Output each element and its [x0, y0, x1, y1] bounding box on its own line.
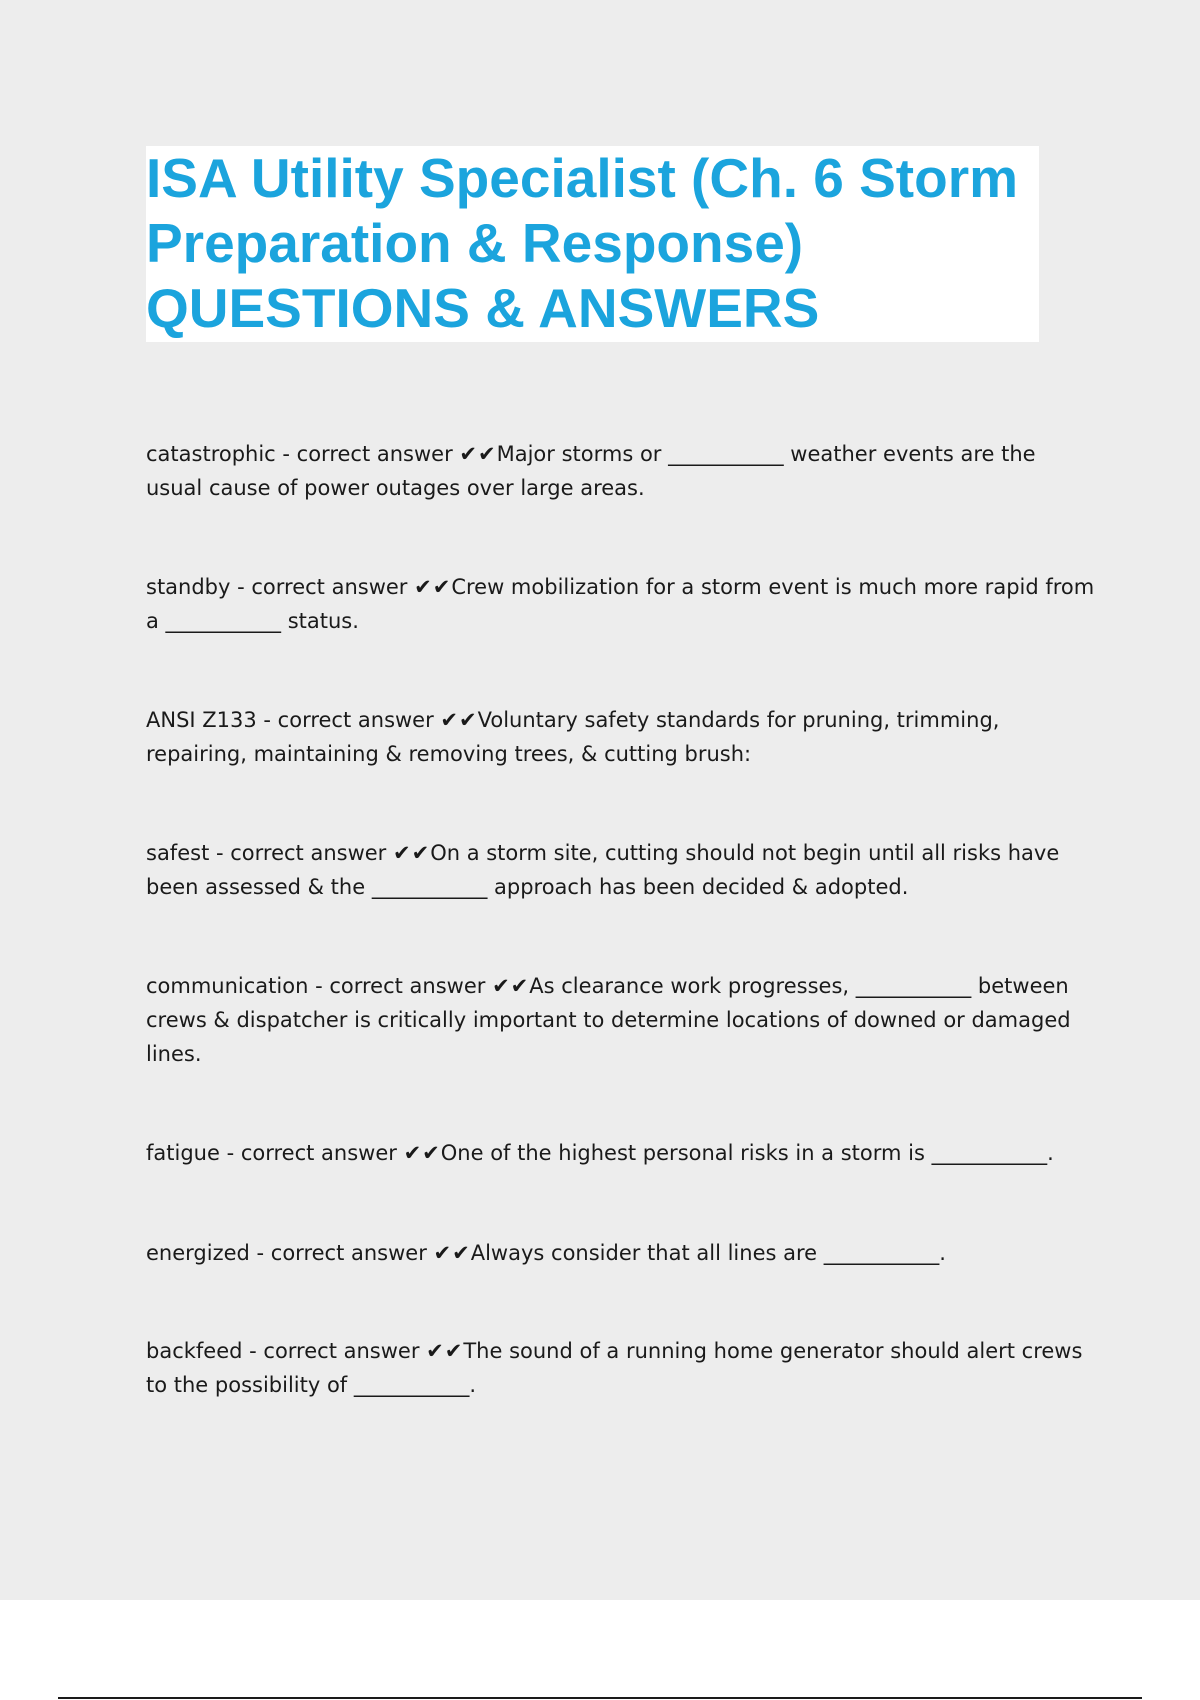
qa-answer: backfeed: [146, 1339, 243, 1363]
qa-item: [146, 570, 1096, 638]
double-check-icon: ✔✔: [403, 1141, 441, 1165]
qa-separator: - correct answer: [249, 1241, 434, 1265]
title-line-3: QUESTIONS & ANSWERS: [146, 277, 820, 339]
double-check-icon: ✔✔: [459, 442, 497, 466]
footer-rule: [58, 1697, 1142, 1699]
qa-answer: energized: [146, 1241, 250, 1265]
qa-separator: - correct answer: [275, 442, 460, 466]
title-line-1: ISA Utility Specialist (Ch. 6 Storm: [146, 147, 1019, 209]
double-check-icon: ✔✔: [414, 575, 452, 599]
qa-separator: - correct answer: [256, 708, 441, 732]
title-line-2: Preparation & Response): [146, 212, 804, 274]
qa-answer: safest: [146, 841, 210, 865]
qa-question: The sound of a running home generator should alert crews to the possibility of ___________.: [146, 1339, 1083, 1397]
qa-question: One of the highest personal risks in a storm is ___________.: [440, 1141, 1054, 1165]
qa-answer: catastrophic: [146, 442, 276, 466]
double-check-icon: ✔✔: [433, 1241, 471, 1265]
qa-answer: communication: [146, 974, 309, 998]
qa-item: [146, 703, 1096, 771]
qa-question: Voluntary safety standards for pruning, trimming, repairing, maintaining & removing trees, & cutting brush:: [146, 708, 1000, 766]
qa-item: [146, 1334, 1096, 1402]
qa-item: [146, 1136, 1096, 1170]
qa-item: [146, 836, 1096, 904]
qa-item: [146, 1236, 1096, 1270]
qa-question: On a storm site, cutting should not begin until all risks have been assessed & the ___________ approach has been decided & adopted.: [146, 841, 1060, 899]
qa-question: Always consider that all lines are ___________.: [470, 1241, 946, 1265]
qa-answer: standby: [146, 575, 231, 599]
qa-answer: fatigue: [146, 1141, 220, 1165]
qa-separator: - correct answer: [308, 974, 493, 998]
document-title: [146, 146, 1039, 341]
double-check-icon: ✔✔: [440, 708, 478, 732]
qa-separator: - correct answer: [242, 1339, 427, 1363]
title-box: [146, 146, 1039, 342]
qa-separator: - correct answer: [230, 575, 415, 599]
qa-question: Crew mobilization for a storm event is much more rapid from a ___________ status.: [146, 575, 1095, 633]
double-check-icon: ✔✔: [392, 841, 431, 865]
qa-separator: - correct answer: [219, 1141, 404, 1165]
qa-question: Major storms or ___________ weather events are the usual cause of power outages over large areas.: [146, 442, 1036, 500]
double-check-icon: ✔✔: [492, 974, 530, 998]
qa-list: [146, 437, 1096, 1402]
qa-item: [146, 437, 1096, 505]
qa-answer: ANSI Z133: [146, 708, 257, 732]
qa-item: [146, 969, 1096, 1071]
qa-question: As clearance work progresses, ___________ between crews & dispatcher is critically important to determine locations of downed or damaged lines.: [146, 974, 1071, 1066]
double-check-icon: ✔✔: [426, 1339, 464, 1363]
qa-separator: - correct answer: [209, 841, 393, 865]
